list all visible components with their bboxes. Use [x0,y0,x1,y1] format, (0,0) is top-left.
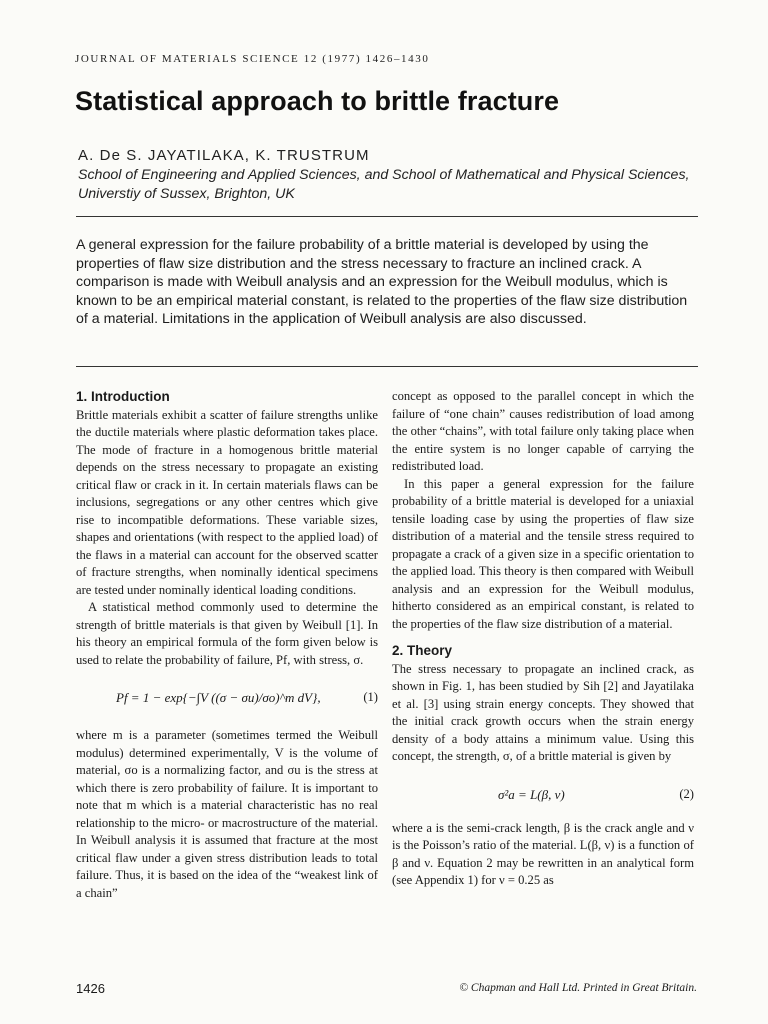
affiliation: School of Engineering and Applied Sciences, and School of Mathematical and Physical Sciences, Universtiy of Sussex, Brighton, UK [78,167,690,202]
abstract: A general expression for the failure probability of a brittle material is developed by using the properties of flaw size distribution and the stress necessary to fracture an inclined crack. A comparison is made with Weibull analysis and an expression for the Weibull modulus, which is known to be an empirical material constant, is related to the properties of the flaw size distribution of a material. Limitations in the application of Weibull analysis are also discussed. [76,237,688,328]
equation-2-number: (2) [679,786,694,801]
intro-paragraph-5: In this paper a general expression for the failure probability of a brittle material is developed for a uniaxial tensile loading case by using the properties of flaw size distribution of a material and the tensile stress required to propagate a crack of a given size in a specific orientation to the applied load. This theory is then compared with Weibull analysis and an expression for the Weibull modulus, hitherto considered as an empirical constant, is related to the properties of the flaw size distribution of a material. [392,476,694,631]
copyright-notice: © Chapman and Hall Ltd. Printed in Great Britain. [459,982,697,994]
section-heading-theory: 2. Theory [392,643,453,658]
journal-header: JOURNAL OF MATERIALS SCIENCE 12 (1977) 1426–1430 [75,53,430,65]
right-column [392,388,694,890]
equation-2 [392,778,694,812]
section-heading-introduction: 1. Introduction [76,389,170,404]
theory-paragraph-2: where a is the semi-crack length, β is the crack angle and ν is the Poisson’s ratio of the material. L(β, ν) is a function of β and ν. Equation 2 may be rewritten in an analytical form (see Appendix 1) for ν = 0.25 as [392,820,694,887]
equation-1-number: (1) [363,690,378,705]
authors: A. De S. JAYATILAKA, K. TRUSTRUM [78,147,370,164]
equation-1-formula: Pf = 1 − exp{−∫V ((σ − σu)/σo)^m dV}, [116,690,321,706]
left-column [76,388,378,902]
intro-paragraph-1: Brittle materials exhibit a scatter of failure strengths unlike the ductile materials where plastic deformation takes place. The mode of fracture in a homogenous brittle material depends on the stress necessary to propagate an existing critical flaw or crack in it. In certain materials flaws can be inclusions, segregations or any other centres which give rise to incompatible deformations. These variable sizes, shapes and orientations (with respect to the applied load) of the flaws in a material can account for the observed scatter of fracture strengths, when nominally identical specimens are tested under nominally identical loading conditions. [76,407,378,597]
intro-paragraph-2: A statistical method commonly used to determine the strength of brittle materials is that given by Weibull [1]. In his theory an empirical formula of the form given below is used to relate the probability of failure, Pf, with stress, σ. [76,600,378,667]
theory-paragraph-1: The stress necessary to propagate an inclined crack, as shown in Fig. 1, has been studied by Sih [2] and Jayatilaka et al. [3] using strain energy concepts. They showed that the initial crack growth occurs when the strain energy density of a body attains a minimum value. Using this concept, the strength, σ, of a brittle material is given by [392,661,694,763]
page-number: 1426 [76,981,105,996]
equation-2-formula: σ²a = L(β, ν) [498,786,565,802]
equation-1 [76,672,378,724]
intro-paragraph-3: where m is a parameter (sometimes termed the Weibull modulus) determined experimentally, V is the volume of material, σo is a normalizing factor, and σu is the stress at which there is zero probability of failure. It is important to note that m which is a material characteristic has no real relationship to the micro- or macrostructure of the material. In Weibull analysis it is assumed that fracture at the most critical flaw under a given stress distribution leads to total failure. Thus, it is based on the idea of the “weakest link of a chain” [76,728,378,900]
intro-paragraph-4: concept as opposed to the parallel concept in which the failure of “one chain” causes redistribution of load among the other “chains”, with total failure only taking place when the entire system is no longer capable of carrying the redistributed load. [392,389,694,473]
paper-title: Statistical approach to brittle fracture [75,86,560,116]
divider-bottom [76,366,698,367]
divider-top [76,216,698,217]
